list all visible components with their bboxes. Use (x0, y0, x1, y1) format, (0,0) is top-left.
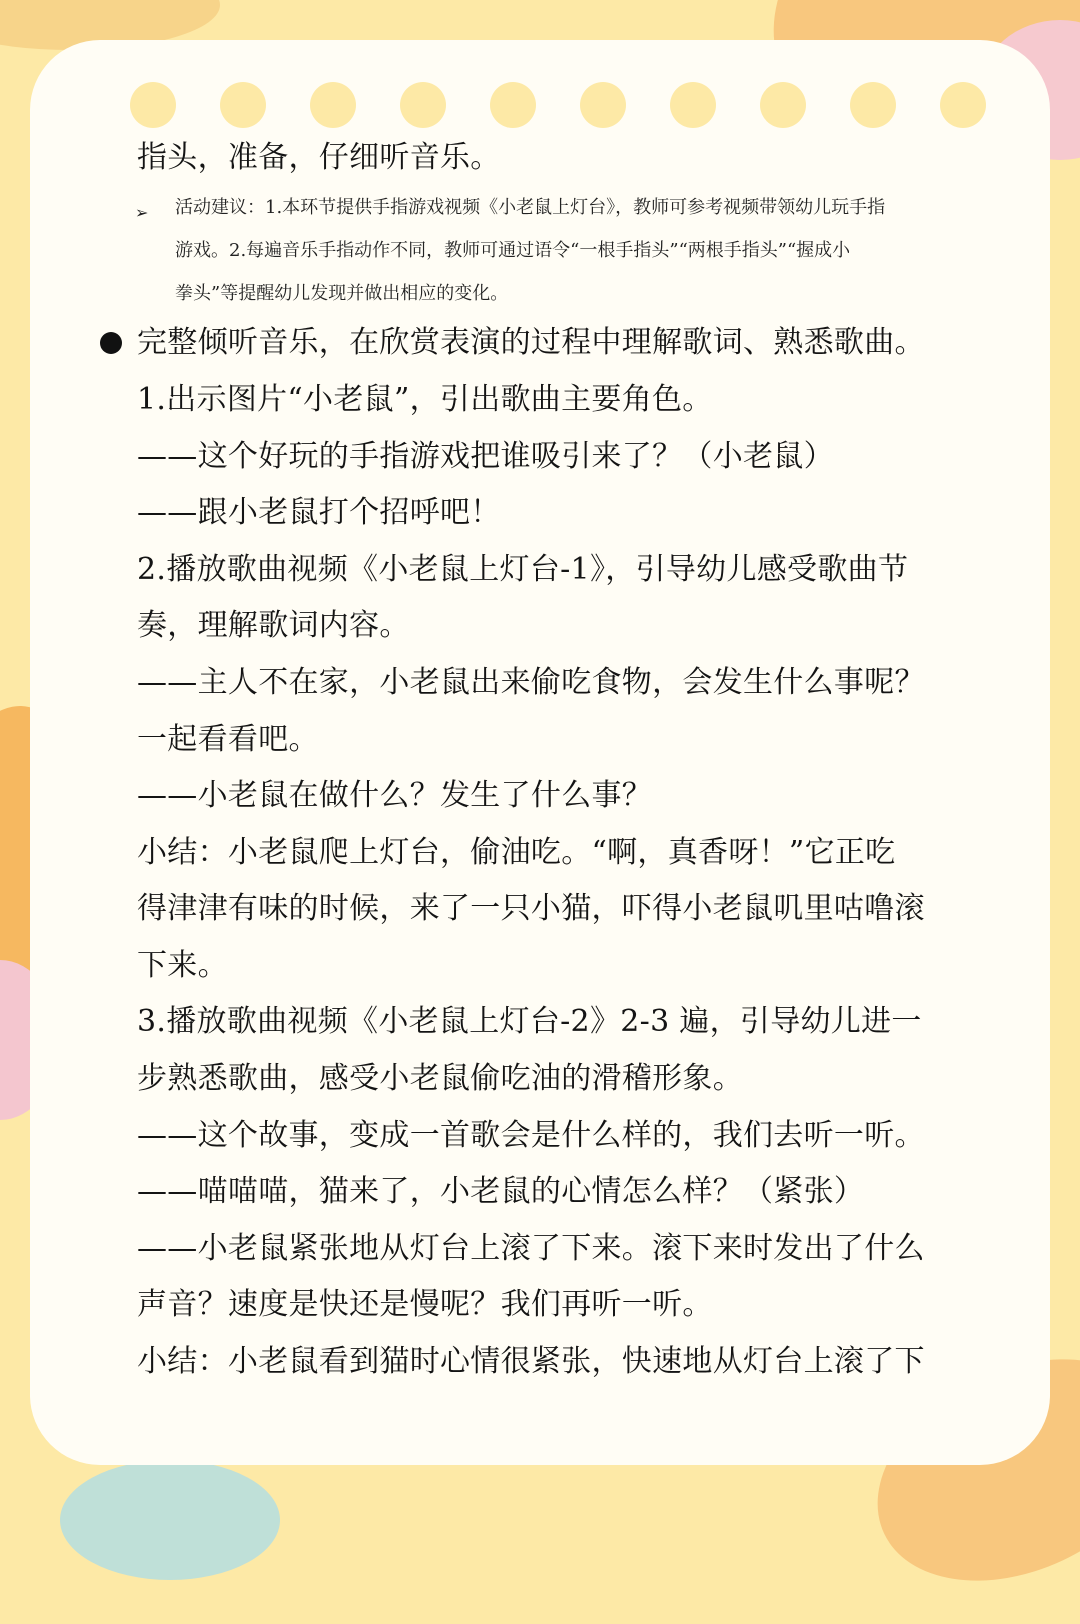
suggestion-line: 游戏。2.每遍音乐手指动作不同，教师可通过语令“一根手指头”“两根手指头”“握成小 (175, 240, 851, 261)
body-line: ——这个好玩的手指游戏把谁吸引来了？（小老鼠） (137, 439, 834, 474)
binder-dot (850, 82, 896, 128)
binder-dot (580, 82, 626, 128)
body-line: 2.播放歌曲视频《小老鼠上灯台-1》，引导幼儿感受歌曲节 (137, 552, 909, 587)
binder-dot (760, 82, 806, 128)
intro-line: 指头，准备，仔细听音乐。 (137, 140, 501, 175)
binder-dot (310, 82, 356, 128)
body-line: 得津津有味的时候，来了一只小猫，吓得小老鼠叽里咕噜滚 (137, 891, 925, 926)
body-line: 奏，理解歌词内容。 (137, 608, 410, 643)
binder-dot (490, 82, 536, 128)
body-line: 下来。 (137, 948, 228, 983)
decor-blob (60, 1460, 280, 1580)
body-line: 小结：小老鼠看到猫时心情很紧张，快速地从灯台上滚了下 (137, 1344, 925, 1379)
binder-dot (220, 82, 266, 128)
suggestion-line: 活动建议：1.本环节提供手指游戏视频《小老鼠上灯台》，教师可参考视频带领幼儿玩手指 (175, 197, 886, 218)
body-line: 3.播放歌曲视频《小老鼠上灯台-2》2-3 遍，引导幼儿进一 (137, 1004, 922, 1039)
body-line: ——小老鼠紧张地从灯台上滚了下来。滚下来时发出了什么 (137, 1231, 925, 1266)
bullet-dot-icon (100, 332, 122, 354)
arrow-bullet-icon: ➢ (135, 203, 149, 222)
body-line: ——小老鼠在做什么？发生了什么事？ (137, 778, 653, 813)
section-heading: 完整倾听音乐，在欣赏表演的过程中理解歌词、熟悉歌曲。 (137, 325, 925, 360)
body-line: 小结：小老鼠爬上灯台，偷油吃。“啊，真香呀！”它正吃 (137, 835, 896, 870)
binder-dot (940, 82, 986, 128)
body-line: 1.出示图片“小老鼠”，引出歌曲主要角色。 (137, 382, 713, 417)
body-line: ——主人不在家，小老鼠出来偷吃食物，会发生什么事呢？ (137, 665, 925, 700)
body-line: ——跟小老鼠打个招呼吧！ (137, 495, 501, 530)
body-line: ——喵喵喵，猫来了，小老鼠的心情怎么样？（紧张） (137, 1174, 865, 1209)
binder-dot (400, 82, 446, 128)
binder-dot (130, 82, 176, 128)
body-line: 一起看看吧。 (137, 722, 319, 757)
body-line: 声音？速度是快还是慢呢？我们再听一听。 (137, 1287, 713, 1322)
suggestion-line: 拳头”等提醒幼儿发现并做出相应的变化。 (175, 283, 509, 304)
body-line: 步熟悉歌曲，感受小老鼠偷吃油的滑稽形象。 (137, 1061, 743, 1096)
body-line: ——这个故事，变成一首歌会是什么样的，我们去听一听。 (137, 1118, 925, 1153)
binder-dot (670, 82, 716, 128)
